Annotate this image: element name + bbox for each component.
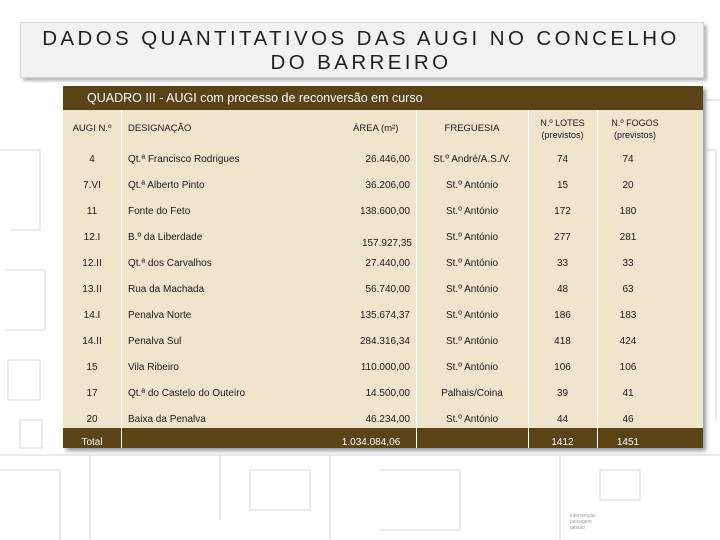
cell-area: 46.234,00 <box>365 414 410 425</box>
cell-lotes: 418 <box>554 336 571 347</box>
table-caption: QUADRO III - AUGI com processo de reconversão em curso <box>63 86 434 110</box>
cell-fogos: 63 <box>622 284 634 295</box>
cell-lotes: 39 <box>556 388 569 399</box>
header-lotes <box>528 117 597 141</box>
cell-designacao: B.º da Liberdade <box>128 232 203 243</box>
cell-freguesia: St.º António <box>445 336 499 347</box>
header-lotes-line2: (previstos) <box>541 130 584 140</box>
column-divider <box>121 110 122 448</box>
cell-fogos: 33 <box>622 258 634 269</box>
cell-designacao: Penalva Norte <box>128 310 192 321</box>
cell-fogos: 74 <box>622 154 634 165</box>
cell-fogos: 106 <box>619 362 637 373</box>
cell-area: 36.206,00 <box>365 180 410 191</box>
cell-freguesia: Palhais/Coina <box>441 388 503 399</box>
cell-augi: 14.II <box>82 336 102 347</box>
cell-freguesia: St.º António <box>445 310 499 321</box>
header-designacao: DESIGNAÇÃO <box>128 123 192 134</box>
cell-lotes: 74 <box>556 154 569 165</box>
legend-line-3: gestão <box>570 525 586 531</box>
cell-fogos: 20 <box>622 180 634 191</box>
cell-area: 138.600,00 <box>359 206 410 217</box>
cell-fogos: 183 <box>619 310 637 321</box>
cell-designacao: Qt.ª Alberto Pinto <box>128 180 205 191</box>
title-line-1: DADOS QUANTITATIVOS DAS AUGI NO CONCELHO <box>42 27 680 50</box>
cell-area: 14.500,00 <box>365 388 410 399</box>
cell-area: 135.674,37 <box>359 310 410 321</box>
total-lotes: 1412 <box>551 437 574 448</box>
header-area: ÁREA (m²) <box>353 123 399 134</box>
cell-augi: 17 <box>86 388 98 399</box>
cell-lotes: 277 <box>554 232 571 243</box>
cell-lotes: 172 <box>554 206 571 217</box>
cell-augi: 15 <box>86 362 98 373</box>
cell-area: 27.440,00 <box>365 258 410 269</box>
cell-designacao: Rua da Machada <box>128 284 205 295</box>
cell-fogos: 180 <box>619 206 637 217</box>
cell-area: 110.000,00 <box>360 362 410 373</box>
header-augi: AUGI N.º <box>72 123 112 134</box>
cell-fogos: 281 <box>619 232 637 243</box>
legend-line-1: intervenção <box>570 513 596 519</box>
cell-freguesia: St.º António <box>445 362 499 373</box>
cell-freguesia: St.º António <box>445 414 499 425</box>
cell-area: 284.316,34 <box>359 336 410 347</box>
cell-fogos: 424 <box>619 336 637 347</box>
cell-augi: 11 <box>86 206 98 217</box>
cell-lotes: 15 <box>556 180 569 191</box>
cell-area: 26.446,00 <box>365 154 410 165</box>
cell-designacao: Fonte do Feto <box>128 206 191 217</box>
title-line-2: DO BARREIRO <box>270 51 452 74</box>
cell-freguesia: St.º António <box>445 206 499 217</box>
cell-lotes: 44 <box>556 414 569 425</box>
header-lotes-line1: N.º LOTES <box>540 118 585 128</box>
cell-designacao: Vila Ribeiro <box>128 362 179 373</box>
cell-augi: 12.II <box>82 258 102 269</box>
cell-area: 157.927,35 <box>361 238 412 249</box>
cell-freguesia: St.º António <box>445 180 499 191</box>
cell-lotes: 186 <box>554 310 571 321</box>
cell-freguesia: St.º André/A.S./V. <box>433 154 511 165</box>
cell-augi: 14.I <box>83 310 101 321</box>
total-fogos: 1451 <box>616 437 640 448</box>
cell-lotes: 33 <box>556 258 569 269</box>
cell-freguesia: St.º António <box>445 258 499 269</box>
cell-augi: 20 <box>86 414 98 425</box>
cell-lotes: 48 <box>556 284 569 295</box>
page-title <box>20 27 702 75</box>
cell-designacao: Qt.ª do Castelo do Outeiro <box>128 388 246 399</box>
cell-area: 56.740,00 <box>365 284 410 295</box>
plan-legend <box>570 513 596 531</box>
cell-lotes: 106 <box>554 362 571 373</box>
cell-designacao: Qt.ª dos Carvalhos <box>128 258 212 269</box>
legend-line-2: paisagem <box>570 519 592 525</box>
header-fogos-line2: (previstos) <box>613 130 656 140</box>
cell-fogos: 46 <box>622 414 634 425</box>
header-freguesia: FREGUESIA <box>444 123 500 134</box>
header-fogos-line1: N.º FOGOS <box>611 118 659 128</box>
cell-designacao: Penalva Sul <box>128 336 182 347</box>
cell-designacao: Qt.ª Francisco Rodrigues <box>128 154 240 165</box>
cell-augi: 4 <box>89 154 95 165</box>
cell-fogos: 41 <box>622 388 634 399</box>
cell-augi: 13.II <box>82 284 102 295</box>
total-label: Total <box>81 437 103 448</box>
cell-augi: 7.VI <box>83 180 101 191</box>
cell-freguesia: St.º António <box>445 284 499 295</box>
cell-augi: 12.I <box>83 232 101 243</box>
cell-designacao: Baixa da Penalva <box>128 414 206 425</box>
table-caption-band <box>434 86 703 110</box>
cell-freguesia: St.º António <box>445 232 499 243</box>
header-fogos <box>597 117 673 141</box>
total-area: 1.034.084,06 <box>341 437 401 448</box>
